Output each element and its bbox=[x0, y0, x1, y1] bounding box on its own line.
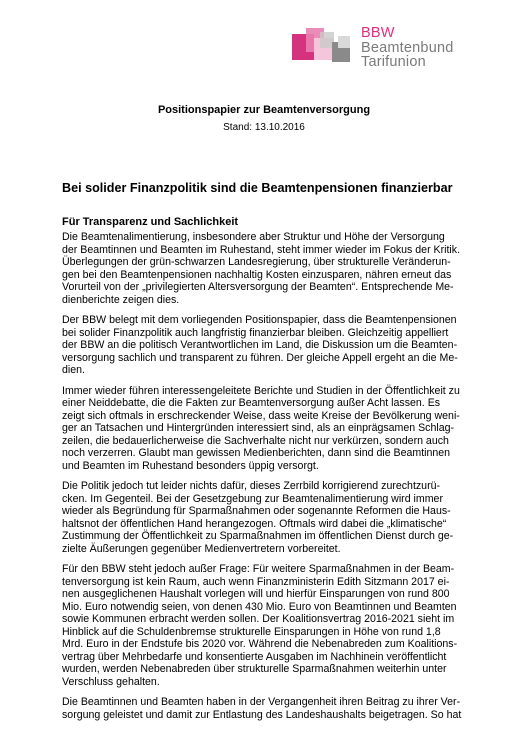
logo-line-1: BBW bbox=[361, 25, 395, 41]
paragraph: Die Beamtinnen und Beamten haben in der Vergangenheit ihren Beitrag zu ihrer Ver- sorgung geleistet und damit zur Entlastung des Landeshaushalts beigetragen. So hat bbox=[62, 696, 462, 721]
paragraph: Für den BBW steht jedoch außer Frage: Für weitere Sparmaßnahmen in der Beam- tenversorgung ist kein Raum, auch wenn Finanzministerin Edith Sitzmann 2017 ei- nen ausgeglichenen Haushalt vorlegen will und hierfür Einsparungen von rund 800 Mio. Euro notwendig seien, von denen 430 Mio. Euro von Beamtinnen und Beamten sowie Kommunen erbracht werden sollen. Der Koalitionsvertrag 2016-2021 sieht im Hinblick auf die Schuldenbremse strukturelle Einsparungen in Höhe von rund 1,8 Mrd. Euro in der Endstufe bis 2020 vor. Während die Nebenabreden zum Koalitions- vertrag über Mehrbedarfe und konsentierte Ausgaben im Nachhinein veröffentlicht wurden, werden Nebenabreden über strukturelle Sparmaßnahmen weiterhin unter Verschluss gehalten. bbox=[62, 563, 458, 688]
paragraph: Die Beamtenalimentierung, insbesondere aber Struktur und Höhe der Versorgung der Beamtinnen und Beamten im Ruhestand, steht immer wieder im Fokus der Kritik. Überlegungen der grün-schwarzen Landesregierung, über strukturelle Veränderun- gen bei den Beamtenpensionen nachhaltig Kosten einzusparen, nähren erneut das Vorurteil von der „privilegierten Altersversorgung der Beamten“. Entsprechende Me- dienberichte zeigen dies. bbox=[62, 231, 461, 306]
bbw-logo-mark-icon bbox=[292, 28, 352, 66]
logo-line-2: Beamtenbund bbox=[361, 39, 454, 56]
section-title: Für Transparenz und Sachlichkeit bbox=[62, 216, 239, 228]
document-date: Stand: 13.10.2016 bbox=[223, 122, 305, 133]
logo-wordmark bbox=[361, 26, 454, 70]
body-text bbox=[62, 231, 466, 729]
document-header-title: Positionspapier zur Beamtenversorgung bbox=[157, 104, 371, 116]
paragraph: Die Politik jedoch tut leider nichts dafür, dieses Zerrbild korrigierend zurechtzurü- cken. Im Gegenteil. Bei der Gesetzgebung zur Beamtenalimentierung wird immer wieder als Begründung für Sparmaßnahmen oder sogenannte Reformen die Haus- haltsnot der öffentlichen Hand herangezogen. Oftmals wird dabei die „klimatische“ Zustimmung der Öffentlichkeit zu Sparmaßnahmen im öffentlichen Dienst durch ge- zielte Äußerungen gegenüber Medienvertretern vorbereitet. bbox=[62, 480, 454, 555]
logo-line-3: Tarifunion bbox=[361, 54, 426, 70]
bbw-logo bbox=[292, 25, 492, 70]
main-title: Bei solider Finanzpolitik sind die Beamtenpensionen finanzierbar bbox=[62, 181, 453, 195]
paragraph: Der BBW belegt mit dem vorliegenden Positionspapier, dass die Beamtenpensionen bei solider Finanzpolitik auch langfristig finanzierbar bleiben. Gleichzeitig appelliert der BBW an die politisch Verantwortlichen im Land, die Diskussion um die Beamten- versorgung sachlich und transparent zu führen. Der gleiche Appell ergeht an die Me- dien. bbox=[62, 314, 458, 376]
paragraph: Immer wieder führen interessengeleitete Berichte und Studien in der Öffentlichkeit zu einer Neiddebatte, die die Fakten zur Beamtenversorgung außer Acht lassen. Es zeigt sich oftmals in erschreckender Weise, dass weite Kreise der Bevölkerung weni- ger an Tatsachen und Hintergründen interessiert sind, als an einprägsamen Schlag- zeilen, die bedauerlicherweise die Sachverhalte nicht nur verkürzen, sondern auch noch verzerren. Glaubt man gewissen Medienberichten, dann sind die Beamtinnen und Beamten im Ruhestand besonders üppig versorgt. bbox=[62, 384, 460, 472]
